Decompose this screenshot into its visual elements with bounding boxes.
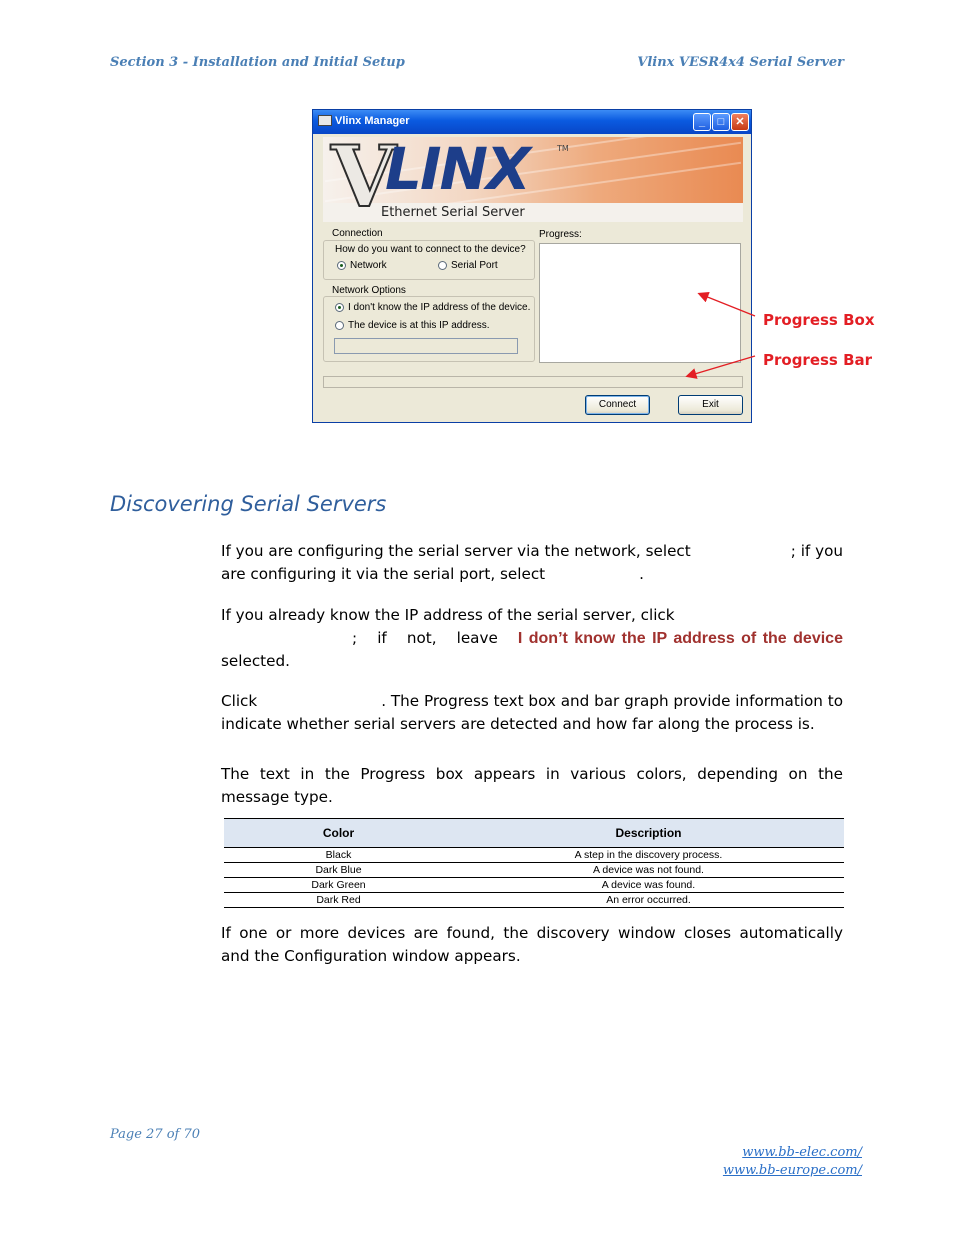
paragraph-progress-colors [221, 763, 843, 809]
table-cell-description: A device was not found. [453, 863, 844, 878]
p5-text-a: If one or more devices are found, the discovery window closes automatically [221, 924, 843, 942]
logo-linx: LINX [385, 137, 529, 203]
p4-text-b: message type. [221, 788, 333, 806]
callout-progress-bar: Progress Bar [763, 351, 873, 369]
p3-text-b: . The Progress text box and bar graph provide information to [381, 692, 843, 710]
p4-text-a: The text in the Progress box appears in various colors, depending on the [221, 765, 843, 783]
p3-text-a: Click [221, 692, 258, 710]
p1-text-c: are configuring it via the serial port, select [221, 565, 546, 583]
table-row [224, 848, 844, 863]
table-cell-color: Dark Red [224, 893, 453, 908]
table-row [224, 878, 844, 893]
progress-box-arrow [700, 294, 755, 316]
page-number: Page 27 of 70 [110, 1127, 201, 1142]
connection-question: How do you want to connect to the device? [335, 244, 526, 255]
title-bar [313, 110, 751, 134]
p5-text-b: and the Configuration window appears. [221, 947, 521, 965]
paragraph-devices-found [221, 922, 843, 968]
exit-button[interactable]: Exit [678, 395, 743, 415]
table-cell-description: A device was found. [453, 878, 844, 893]
logo-subtitle: Ethernet Serial Server [381, 205, 525, 220]
known-ip-label: The device is at this IP address. [348, 320, 490, 331]
p2-text-c: if [377, 629, 387, 647]
p2-text-d: not, [406, 629, 437, 647]
p2-text-a: If you already know the IP address of the serial server, click [221, 606, 675, 624]
ip-address-input[interactable] [334, 338, 518, 354]
table-header-color: Color [224, 819, 453, 848]
header-section: Section 3 - Installation and Initial Setup [110, 55, 405, 70]
paragraph-select-connection [221, 540, 843, 586]
section-title: Discovering Serial Servers [110, 492, 387, 516]
table-cell-description: An error occurred. [453, 893, 844, 908]
window-title: Vlinx Manager [335, 115, 410, 127]
p2-text-e: leave [456, 629, 498, 647]
p1-text-d: . [639, 565, 644, 583]
p2-highlight: I don’t know the IP address of the device [517, 630, 843, 647]
paragraph-click-connect [221, 690, 843, 736]
bb-europe-link[interactable]: www.bb-europe.com/ [722, 1163, 862, 1178]
paragraph-ip-address [221, 604, 843, 673]
p1-text-b: ; if you [790, 542, 843, 560]
table-cell-color: Dark Blue [224, 863, 453, 878]
vlinx-banner [323, 137, 743, 222]
message-color-table [224, 818, 844, 908]
known-ip-radio[interactable] [335, 321, 344, 330]
p1-text-a: If you are configuring the serial server via the network, select [221, 542, 691, 560]
connect-button[interactable]: Connect [585, 395, 650, 415]
network-radio[interactable] [337, 261, 346, 270]
progress-label: Progress: [539, 229, 582, 240]
close-icon[interactable]: ✕ [731, 113, 749, 131]
serial-port-radio[interactable] [438, 261, 447, 270]
logo-trademark: TM [557, 144, 569, 153]
table-cell-description: A step in the discovery process. [453, 848, 844, 863]
serial-port-radio-label: Serial Port [451, 260, 498, 271]
table-header-description: Description [453, 819, 844, 848]
p2-text-f: selected. [221, 652, 290, 670]
network-options-label: Network Options [332, 285, 406, 296]
table-cell-color: Black [224, 848, 453, 863]
connection-label: Connection [332, 228, 383, 239]
logo-v: V [331, 137, 397, 222]
table-row [224, 893, 844, 908]
progress-bar-arrow [688, 356, 755, 376]
table-row [224, 863, 844, 878]
network-radio-label: Network [350, 260, 387, 271]
callout-arrows [680, 285, 770, 385]
unknown-ip-label: I don't know the IP address of the device. [348, 302, 531, 313]
bb-elec-link[interactable]: www.bb-elec.com/ [742, 1145, 862, 1160]
header-product: Vlinx VESR4x4 Serial Server [637, 55, 844, 70]
callout-progress-box: Progress Box [763, 311, 875, 329]
minimize-icon[interactable]: _ [693, 113, 711, 131]
app-icon [318, 115, 332, 126]
maximize-icon[interactable]: □ [712, 113, 730, 131]
p3-text-c: indicate whether serial servers are detected and how far along the process is. [221, 715, 815, 733]
p2-text-b: ; [352, 629, 358, 647]
unknown-ip-radio[interactable] [335, 303, 344, 312]
table-cell-color: Dark Green [224, 878, 453, 893]
